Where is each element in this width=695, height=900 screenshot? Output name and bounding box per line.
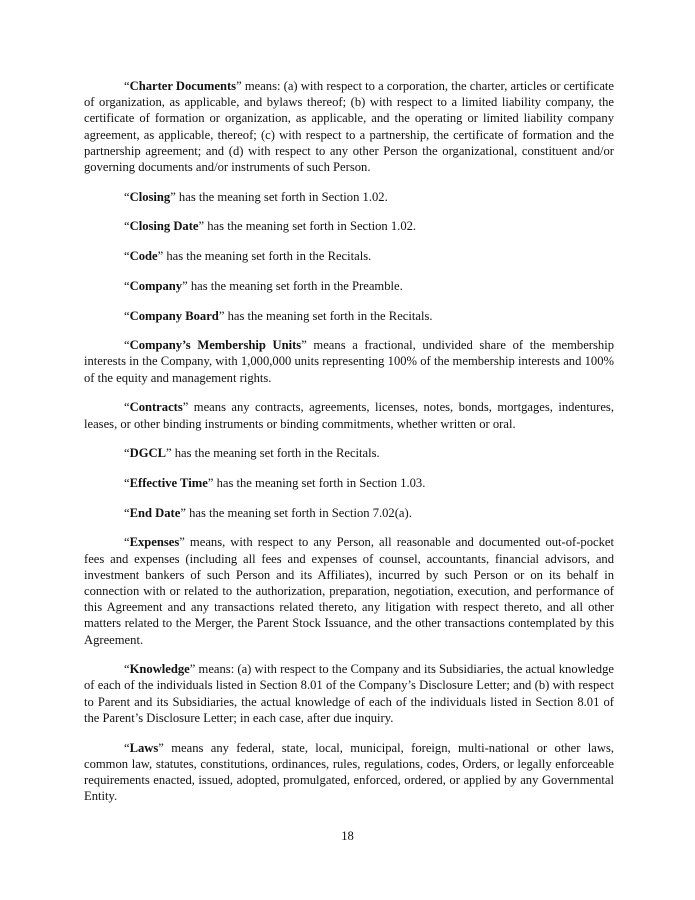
definition-end-date: “End Date” has the meaning set forth in Section 7.02(a). [124, 505, 412, 520]
definition-text: means: (a) with respect to a corporation, the charter, articles or certificate of organization, as applicable, and bylaws thereof; (b) with respect to a limited liability company, the certificate of formation or organization, as applicable, and the operating or limited liability company agreement, as applicable, thereof; (c) with respect to a partnership, the certificate of formation and the partnership agreement; and (d) with respect to any other Person the organizational, constituent and/or governing documents and/or instruments of such Person. [84, 79, 615, 175]
definition-text: has the meaning set forth in the Recitals. [163, 249, 372, 264]
definition-expenses: “Expenses” means, with respect to any Person, all reasonable and documented out-of-pocket fees and expenses (including all fees and expenses of counsel, accountants, financial advisors, and investment bankers of such Person and its Affiliates), incurred by such Person or on its behalf in connection with or related to the authorization, preparation, negotiation, execution, and performance of this Agreement and any transactions related thereto, any litigation with respect thereto, and all other matters related to the Merger, the Parent Stock Issuance, and the other transactions contemplated by this Agreement. [84, 535, 614, 647]
term: Company’s Membership Units [129, 338, 302, 353]
definition-dgcl: “DGCL” has the meaning set forth in the Recitals. [124, 446, 380, 461]
definition-text: has the meaning set forth in the Recitals. [171, 446, 380, 461]
definition-contracts: “Contracts” means any contracts, agreements, licenses, notes, bonds, mortgages, indentures, leases, or other binding instruments or binding commitments, whether written or oral. [84, 400, 614, 431]
definition-text: has the meaning set forth in the Recitals. [224, 308, 433, 323]
term: Charter Documents [129, 79, 237, 93]
definition-closing: “Closing” has the meaning set forth in Section 1.02. [124, 189, 388, 204]
definition-knowledge: “Knowledge” means: (a) with respect to the Company and its Subsidiaries, the actual knowledge of each of the individuals listed in Section 8.01 of the Company’s Disclosure Letter; and (b) with respect to Parent and its Subsidiaries, the actual knowledge of each of the individuals listed in Section 8.01 of the Parent’s Disclosure Letter; in each case, after due inquiry. [84, 662, 614, 725]
definition-text: means a fractional, undivided share of the membership interests in the Company, with 1,000,000 units representing 100% of the membership interests and 100% of the equity and management rights. [84, 338, 614, 385]
definition-text: means: (a) with respect to the Company and its Subsidiaries, the actual knowledge of each of the individuals listed in Section 8.01 of the Company’s Disclosure Letter; and (b) with respect to Parent and its Subsidiaries, the actual knowledge of each of the individuals listed in Section 8.01 of the Parent’s Disclosure Letter; in each case, after due inquiry. [84, 662, 614, 725]
term: End Date [129, 505, 181, 520]
term: DGCL [129, 446, 166, 461]
term: Code [129, 249, 158, 264]
definition-text: has the meaning set forth in Section 7.02(a). [185, 505, 412, 520]
definition-text: has the meaning set forth in the Preamble. [187, 278, 403, 293]
term: Knowledge [129, 662, 190, 677]
definition-company-board: “Company Board” has the meaning set forth in the Recitals. [124, 308, 433, 323]
definition-text: has the meaning set forth in Section 1.03. [213, 475, 426, 490]
term: Company Board [129, 308, 219, 323]
definition-code: “Code” has the meaning set forth in the Recitals. [124, 249, 372, 264]
definition-text: means any contracts, agreements, licenses, notes, bonds, mortgages, indentures, leases, or other binding instruments or binding commitments, whether written or oral. [84, 400, 614, 431]
term: Laws [129, 740, 159, 755]
definition-charter-documents: “Charter Documents” means: (a) with respect to a corporation, the charter, articles or certificate of organization, as applicable, and bylaws thereof; (b) with respect to a limited liability company, the certificate of formation or organization, as applicable, and the operating or limited liability company agreement, as applicable, thereof; (c) with respect to a partnership, the certificate of formation and the partnership agreement; and (d) with respect to any other Person the organizational, constituent and/or governing documents and/or instruments of such Person. [84, 79, 615, 175]
term: Closing [129, 189, 171, 204]
definition-company-membership-units: “Company’s Membership Units” means a fractional, undivided share of the membership interests in the Company, with 1,000,000 units representing 100% of the membership interests and 100% of the equity and management rights. [84, 338, 614, 385]
definition-text: has the meaning set forth in Section 1.02. [204, 219, 417, 234]
term: Effective Time [129, 475, 208, 490]
definition-company: “Company” has the meaning set forth in the Preamble. [124, 278, 403, 293]
term: Contracts [129, 400, 183, 415]
term: Company [129, 278, 183, 293]
definition-text: has the meaning set forth in Section 1.02. [175, 189, 388, 204]
definition-laws: “Laws” means any federal, state, local, municipal, foreign, multi-national or other laws, common law, statutes, constitutions, ordinances, rules, regulations, codes, Orders, or legally enforceable requirements enacted, issued, adopted, promulgated, enforced, ordered, or applied by any Governmental Entity. [84, 740, 614, 804]
term: Closing Date [129, 219, 199, 234]
page-number: 18 [341, 829, 354, 843]
definition-effective-time: “Effective Time” has the meaning set forth in Section 1.03. [124, 475, 426, 490]
term: Expenses [129, 535, 180, 550]
definitions-list [84, 78, 614, 818]
definition-text: means any federal, state, local, municipal, foreign, multi-national or other laws, common law, statutes, constitutions, ordinances, rules, regulations, codes, Orders, or legally enforceable requirements enacted, issued, adopted, promulgated, enforced, ordered, or applied by any Governmental Entity. [84, 740, 614, 804]
definition-text: means, with respect to any Person, all reasonable and documented out-of-pocket fees and expenses (including all fees and expenses of counsel, accountants, financial advisors, and investment bankers of such Person and its Affiliates), incurred by such Person or on its behalf in connection with or related to the authorization, preparation, negotiation, execution, and performance of this Agreement and any transactions related thereto, any litigation with respect thereto, and all other matters related to the Merger, the Parent Stock Issuance, and the other transactions contemplated by this Agreement. [84, 535, 614, 647]
definition-closing-date: “Closing Date” has the meaning set forth in Section 1.02. [124, 219, 417, 234]
